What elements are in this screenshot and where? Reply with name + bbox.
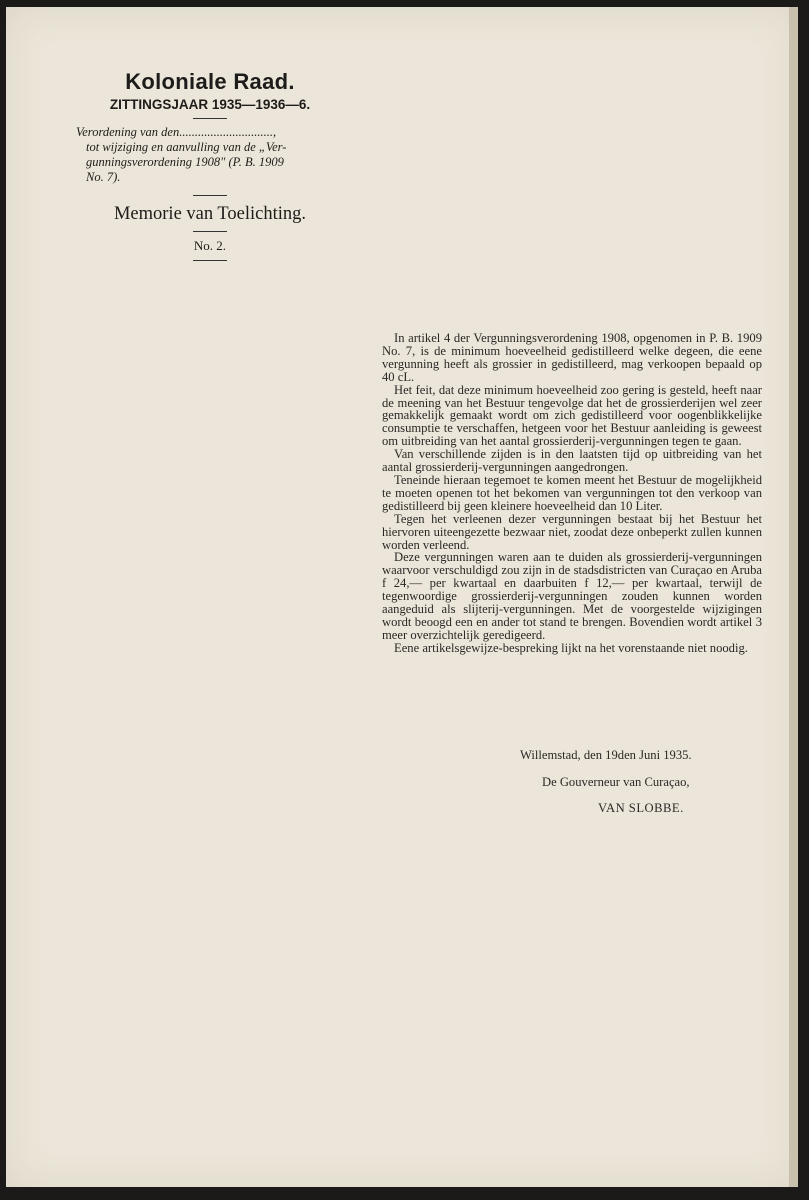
session-year: ZITTINGSJAAR 1935—1936—6. bbox=[109, 97, 311, 112]
body-paragraph: Deze vergunningen waren aan te duiden als grossierderij-vergunningen waarvoor verschuldigd zou zijn in de stadsdistricten van Curaçao en Aruba f 24,— per kwartaal en daarbuiten f 12,— per kwartaal, terwijl de tegenwoordige grossierderij-vergunningen zouden kunnen worden aangeduid als slijterij-vergunningen. Met de voorgestelde wijzigingen wordt beoogd een en ander tot stand te brengen. Bovendien wordt artikel 3 meer overzichtelijk geredigeerd. bbox=[382, 550, 762, 642]
memo-body bbox=[382, 332, 762, 655]
body-paragraph: Tegen het verleenen dezer vergunningen bestaat bij het Bestuur het hiervoren uiteengezette bezwaar niet, zoodat deze onbeperkt zullen kunnen worden verleend. bbox=[382, 511, 762, 552]
memo-number: No. 2. bbox=[193, 238, 227, 253]
divider bbox=[193, 195, 227, 196]
signatory-title: De Gouverneur van Curaçao, bbox=[542, 775, 690, 789]
document-page bbox=[6, 7, 798, 1187]
body-paragraph: Van verschillende zijden is in den laatsten tijd op uitbreiding van het aantal grossierderij-vergunningen aangedrongen. bbox=[382, 447, 762, 475]
divider bbox=[193, 118, 227, 119]
ordinance-line: Verordening van den.............................., bbox=[76, 125, 277, 139]
body-paragraph: Teneinde hieraan tegemoet te komen meent het Bestuur de mogelijkheid te moeten openen tot het bekomen van vergunningen tot den verkoop van gedistilleerd bij geen kleinere hoeveelheid dan 10 Liter. bbox=[382, 472, 762, 513]
divider bbox=[193, 231, 227, 232]
ordinance-title bbox=[76, 125, 348, 185]
body-paragraph: Eene artikelsgewijze-bespreking lijkt na het vorenstaande niet noodig. bbox=[394, 640, 748, 655]
body-paragraph: Het feit, dat deze minimum hoeveelheid zoo gering is gesteld, heeft naar de meening van het Bestuur tengevolge dat het de grossierderijen wel zeer gemakkelijk gemaakt wordt om zich gedistilleerd voor oogenblikkelijke consumptie te verschaffen, hetgeen voor het Bestuur aanleiding is geweest om uitbreiding van het aantal grossierderij-vergunningen tegen te gaan. bbox=[382, 382, 762, 449]
memo-title: Memorie van Toelichting. bbox=[113, 204, 307, 224]
place-date: Willemstad, den 19den Juni 1935. bbox=[520, 748, 692, 762]
signatory-name: VAN SLOBBE. bbox=[598, 801, 684, 815]
ordinance-line: gunningsverordening 1908" (P. B. 1909 bbox=[86, 155, 284, 169]
ordinance-line: No. 7). bbox=[86, 170, 121, 184]
council-title: Koloniale Raad. bbox=[125, 69, 295, 94]
divider bbox=[193, 260, 227, 261]
body-paragraph: In artikel 4 der Vergunningsverordening 1908, opgenomen in P. B. 1909 No. 7, is de minimum hoeveelheid gedistilleerd welke degeen, die eene vergunning heeft als grossier in gedistilleerd, mag verkoopen bepaald op 40 cL. bbox=[382, 331, 762, 384]
document-header bbox=[72, 69, 348, 267]
ordinance-line: tot wijziging en aanvulling van de „Ver- bbox=[86, 140, 287, 154]
binding-edge bbox=[789, 7, 798, 1187]
